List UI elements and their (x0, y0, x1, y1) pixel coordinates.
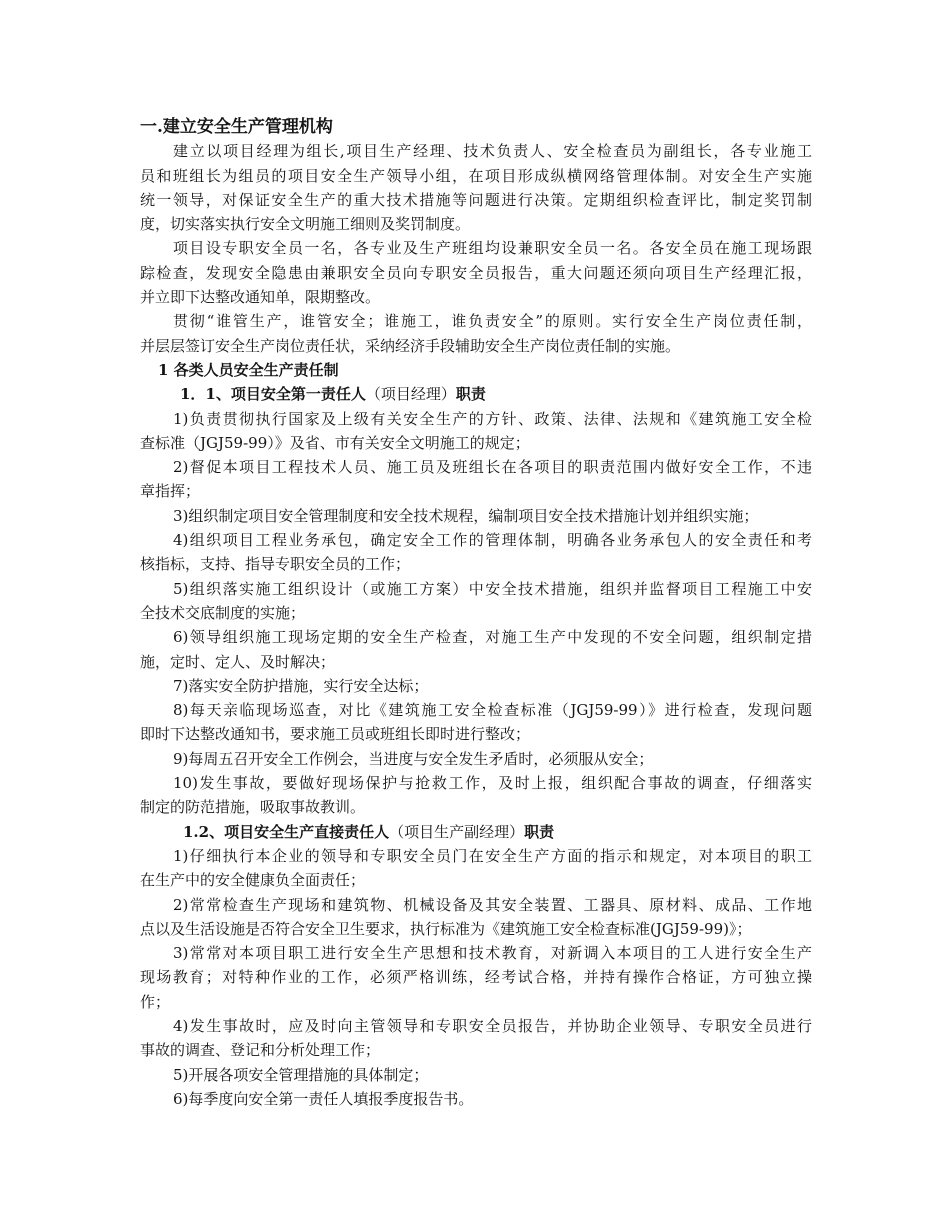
paragraph-line: 并立即下达整改通知单，限期整改。 (140, 288, 381, 307)
duty-line: 制定的防范措施，吸取事故教训。 (140, 798, 366, 817)
duty-item (140, 407, 812, 456)
responsibility-heading: 1 各类人员安全生产责任制 (158, 360, 339, 379)
intro-paragraph (140, 309, 812, 358)
role-heading-tail: 职责 (524, 822, 555, 841)
duty-line: 2)督促本项目工程技术人员、施工员及班组长在各项目的职责范围内做好安全工作，不违 (173, 458, 812, 477)
role-heading (140, 820, 812, 844)
duty-line: 1)负责贯彻执行国家及上级有关安全生产的方针、政策、法律、法规和《建筑施工安全检 (173, 409, 812, 428)
duty-item (140, 674, 812, 698)
paragraph-line: 员和班组长为组员的项目安全生产领导小组，在项目形成纵横网络管理体制。对安全生产实施 (140, 166, 812, 185)
duty-item (140, 577, 812, 626)
duty-item (140, 455, 812, 504)
duty-item (140, 625, 812, 674)
duty-line: 2)常常检查生产现场和建筑物、机械设备及其安全装置、工器具、原材料、成品、工作地 (173, 895, 812, 914)
paragraph-line: 踪检查，发现安全隐患由兼职安全员向专职安全员报告，重大问题还须向项目生产经理汇报， (140, 263, 812, 282)
duty-item (140, 1014, 812, 1063)
duty-line: 10)发生事故，要做好现场保护与抢救工作，及时上报，组织配合事故的调查，仔细落实 (173, 774, 812, 793)
duty-line: 查标准（JGJ59-99）》及省、市有关安全文明施工的规定； (140, 433, 530, 452)
duty-line: 7)落实安全防护措施，实行安全达标； (173, 676, 429, 695)
duty-line: 6)每季度向安全第一责任人填报季度报告书。 (173, 1089, 474, 1108)
duty-line: 3)常常对本项目职工进行安全生产思想和技术教育，对新调入本项目的工人进行安全生产 (173, 944, 812, 963)
duty-item (140, 504, 812, 528)
duty-line: 5)组织落实施工组织设计（或施工方案）中安全技术措施，组织并监督项目工程施工中安 (173, 579, 812, 598)
intro-paragraph (140, 139, 812, 236)
duty-item (140, 698, 812, 747)
duty-item (140, 528, 812, 577)
duty-item (140, 844, 812, 893)
duty-line: 8)每天亲临现场巡查，对比《建筑施工安全检查标准（JGJ59-99）》进行检查，发现问题 (173, 701, 812, 720)
duty-item (140, 941, 812, 1014)
section-title: 一.建立安全生产管理机构 (140, 117, 333, 137)
paragraph-line: 度，切实落实执行安全文明施工细则及奖罚制度。 (140, 215, 471, 234)
duty-line: 即时下达整改通知书，要求施工员或班组长即时进行整改； (140, 725, 531, 744)
duty-line: 点以及生活设施是否符合安全卫生要求，执行标准为《建筑施工安全检查标准(JGJ59-99)》； (140, 919, 752, 938)
paragraph-line: 并层层签订安全生产岗位责任状，采纳经济手段辅助安全生产岗位责任制的实施。 (140, 336, 681, 355)
role-heading-position: （项目生产副经理） (389, 822, 525, 841)
duty-line: 全技术交底制度的实施； (140, 603, 306, 622)
document-page (140, 115, 812, 1111)
paragraph-line: 统一领导，对保证安全生产的重大技术措施等问题进行决策。定期组织检查评比，制定奖罚制 (140, 190, 812, 209)
duty-line: 现场教育；对特种作业的工作，必须严格训练，经考试合格，并持有操作合格证，方可独立操 (140, 968, 812, 987)
role-section (140, 382, 812, 819)
duty-line: 核指标，支持、指导专职安全员的工作； (140, 555, 411, 574)
duty-item (140, 1063, 812, 1087)
duty-line: 在生产中的安全健康负全面责任； (140, 871, 366, 890)
duty-line: 施，定时、定人、及时解决； (140, 652, 336, 671)
duty-item (140, 1087, 812, 1111)
role-heading-main: 1.2、项目安全生产直接责任人 (183, 822, 390, 841)
duty-line: 6)领导组织施工现场定期的安全生产检查，对施工生产中发现的不安全问题，组织制定措 (173, 628, 812, 647)
duty-item (140, 893, 812, 942)
duty-item (140, 747, 812, 771)
role-heading-main: 1．1、项目安全第一责任人 (180, 385, 366, 404)
duty-item (140, 771, 812, 820)
duty-line: 章指挥； (140, 482, 201, 501)
role-heading-tail: 职责 (455, 385, 486, 404)
role-heading (140, 382, 812, 406)
paragraph-line: 建立以项目经理为组长,项目生产经理、技术负责人、安全检查员为副组长，各专业施工 (173, 142, 812, 161)
duty-line: 作； (140, 992, 171, 1011)
duty-line: 3)组织制定项目安全管理制度和安全技术规程，编制项目安全技术措施计划并组织实施； (173, 506, 759, 525)
duty-line: 4)组织项目工程业务承包，确定安全工作的管理体制，明确各业务承包人的安全责任和考 (173, 531, 812, 550)
role-section (140, 820, 812, 1112)
duty-line: 4)发生事故时，应及时向主管领导和专职安全员报告，并协助企业领导、专职安全员进行 (173, 1016, 812, 1035)
paragraph-line: 项目设专职安全员一名，各专业及生产班组均设兼职安全员一名。各安全员在施工现场跟 (173, 239, 812, 258)
duty-line: 5)开展各项安全管理措施的具体制定； (173, 1065, 429, 1084)
duty-line: 1)仔细执行本企业的领导和专职安全员门在安全生产方面的指示和规定，对本项目的职工 (173, 846, 812, 865)
intro-paragraph (140, 236, 812, 309)
duty-line: 事故的调查、登记和分析处理工作； (140, 1041, 381, 1060)
duty-line: 9)每周五召开安全工作例会，当进度与安全发生矛盾时，必须服从安全； (173, 749, 654, 768)
paragraph-line: 贯彻“谁管生产，谁管安全；谁施工，谁负责安全”的原则。实行安全生产岗位责任制， (173, 312, 812, 331)
role-heading-position: （项目经理） (365, 385, 456, 404)
